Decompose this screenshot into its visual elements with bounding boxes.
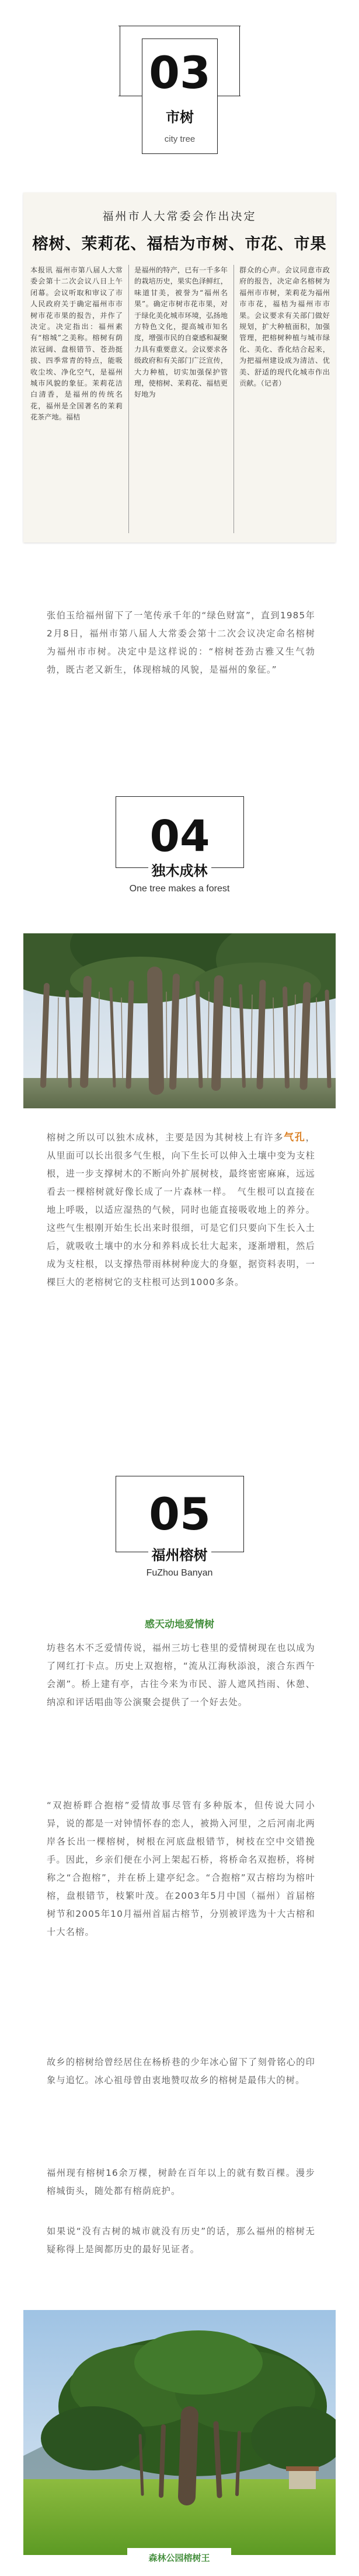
clipping-divider [233,265,234,533]
clipping-column-1: 本报讯 福州市第八届人大常委会第十二次会议八日上午闭幕。会议听取和审议了市人民政府关于确定福州市市树市花市果的报告，并作了决定。决定指出：福州素有“榕城”之美称。榕树有荫浓冠阔、盘根错节、苍劲挺拔、四季常青的特点，能吸收尘埃、净化空气，是福州城市风貌的象征。茉莉花洁白清香，是福州的传统名花，福州是全国著名的茉莉花茶产地。福桔 [30,266,123,422]
clipping-headline: 福州市人大常委会作出决定 [102,210,257,223]
clipping-main-headline: 榕树、茉莉花、福桔为市树、市花、市果 [32,235,327,253]
clipping-divider [128,265,129,533]
section-title: 市树 [166,109,194,125]
paragraph-city-tree: 张伯玉给福州留下了一笔传承千年的“绿色财富”，直到1985年2月8日，福州市第八届人大常委会第十二次会议决定命名榕树为福州市市树。决定中是这样说的：“榕树苍劲古雅又生气勃勃，既古老又新生，体现榕城的风貌，是福州的象征。” [47,610,315,675]
badge-box [140,1484,219,1548]
love-tree-heading: 感天动地爱情树 [145,1619,214,1630]
paragraph-text-before: 榕树之所以可以独木成林，主要是因为其树枝上有许多 [47,1132,284,1143]
badge-frame-right [243,1476,244,1552]
badge-frame-top [116,796,244,797]
clipping-column-2: 是福州的特产，已有一千多年的栽培历史，果实色泽鲜红，味道甘美，被誉为“福州名果”。确定市树市花市果，对于绿化美化城市环境，弘扬地方特色文化，提高城市知名度，增强市民的自豪感和凝聚力具有重要意义。会议要求各级政府和有关部门广泛宣传，大力种植，切实加强保护管理，使榕树、茉莉花、福桔更好地为 [134,266,228,399]
section-subtitle: FuZhou Banyan [146,1568,213,1578]
section-number: 05 [149,1488,211,1540]
section-title [0,859,359,880]
banyan-forest-photo [23,933,336,1108]
paragraph-history-witness: 如果说“没有古树的城市就没有历史”的话，那么福州的榕树无疑称得上是闽都历史的最好见证者。 [47,2226,315,2255]
paragraph-love-tree-intro: 坊巷名木不乏爱情传说，福州三坊七巷里的爱情树现在也以成为了网红打卡点。历史上双抱榕，“流从江海秋添浪，滚合东西午会潮”。桥上建有亭，古往今来为市民、游人遮风挡雨、休憩、纳凉和评话唱曲等公演聚会提供了一个好去处。 [47,1643,315,1707]
badge-frame-right [243,796,244,867]
paragraph-text-after: ，从里面可以长出很多气生根，向下生长可以伸入土壤中变为支柱根，进一步支撑树木的不断向外扩展树枝，最终密密麻麻，远远看去一棵榕树就好像长成了一片森林一样。 气生根可以直接在地上呼吸，以适应湿热的气候，同时也能直接吸收地上的养分。这些气生根刚开始生长出来时很细，可是它们只要向下生长入土后，就吸收土壤中的水分和养料成长壮大起来，逐渐增粗，然后成为支柱根，以支撑热带雨林树种庞大的身躯，据资料表明，一棵巨大的老榕树它的支柱根可达到1000多条。 [47,1132,315,1287]
banyan-king-photo [23,2310,336,2555]
section-number: 04 [149,811,210,862]
badge-frame-right [239,26,240,96]
photo-caption: 森林公园榕树王 [127,2548,231,2568]
section-title [0,1544,359,1564]
newspaper-clipping [23,192,336,542]
section-subtitle: One tree makes a forest [129,884,230,894]
paragraph-love-tree-story: “双抱桥畔合抱榕”爱情故事尽管有多种版本，但传说大同小异，说的都是一对钟情怀春的恋人，被拗入河里，之后河南北两岸各长出一棵榕树，树根在河底盘根错节，树枝在空中交错挽手。因此，乡亲们便在小河上架起石桥，将桥命名双抱桥，将树称之“合抱榕”，并在桥上建亭纪念。“合抱榕”双古榕均为榕叶榕，盘根错节，枝繁叶茂。在2003年5月中国（福州）首届榕树节和2005年10月福州首届古榕节，分别被评选为十大古榕和十大名榕。 [47,1800,315,1937]
section-title-text: 独木成林 [148,863,211,879]
paragraph-bingxin: 故乡的榕树给曾经居住在杨桥巷的少年冰心留下了刻骨铭心的印象与追忆。冰心祖母曾由衷地赞叹故乡的榕树是最伟大的树。 [47,2057,315,2085]
badge-box [142,38,218,154]
paragraph-banyan-count: 福州现有榕树16余万棵，树龄在百年以上的就有数百棵。漫步榕城街头，随处都有榕荫庇护。 [47,2168,315,2196]
highlight-stomata: 气孔 [284,1132,306,1143]
paragraph-one-tree-forest [47,1129,315,1292]
section-title-text: 福州榕树 [148,1547,211,1563]
section-subtitle: city tree [164,134,196,144]
section-number: 03 [149,47,211,99]
clipping-column-3: 群众的心声。会议同意市政府的报告，决定命名榕树为福州市市树，茉莉花为福州市市花，福桔为福州市市果。会议要求有关部门做好规划，扩大种植面积，加强管理，把榕树种植与城市绿化、美化、香化结合起来，为把福州建设成为清洁、优美、舒适的现代化城市作出贡献。（记者） [239,266,330,388]
